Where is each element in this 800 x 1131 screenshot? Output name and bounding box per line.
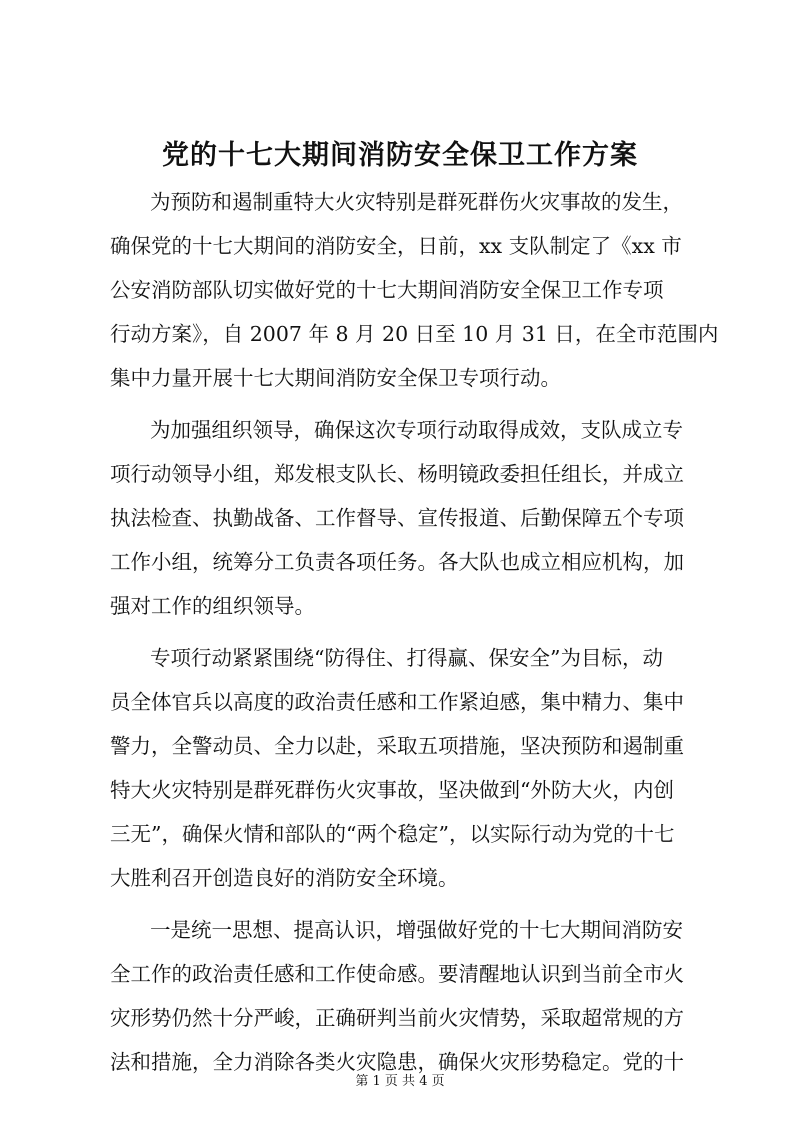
paragraph-line: 灾形势仍然十分严峻，正确研判当前火灾情势，采取超常规的方: [110, 1006, 684, 1030]
paragraph-line: 员全体官兵以高度的政治责任感和工作紧迫感，集中精力、集中: [110, 690, 684, 714]
paragraph-line: 行动方案》，自 2007 年 8 月 20 日至 10 月 31 日，在全市范围内: [110, 322, 719, 346]
paragraph-2: [110, 408, 700, 628]
paragraph-line: 大胜利召开创造良好的消防安全环境。: [110, 866, 459, 890]
paragraph-line: 专项行动紧紧围绕“防得住、打得赢、保安全”为目标，动: [150, 646, 663, 670]
paragraph-line: 为预防和遏制重特大火灾特别是群死群伤火灾事故的发生，: [150, 190, 683, 214]
paragraph-line: 执法检查、执勤战备、工作督导、宣传报道、后勤保障五个专项: [110, 506, 684, 530]
paragraph-4: [110, 908, 700, 1084]
document-title: 党的十七大期间消防安全保卫工作方案: [162, 140, 638, 171]
paragraph-line: 工作小组，统筹分工负责各项任务。各大队也成立相应机构，加: [110, 550, 684, 574]
paragraph-1: [110, 180, 719, 400]
document-body: [110, 180, 719, 1092]
paragraph-line: 为加强组织领导，确保这次专项行动取得成效，支队成立专: [150, 418, 683, 442]
paragraph-line: 法和措施，全力消除各类火灾隐患，确保火灾形势稳定。党的十: [110, 1050, 684, 1074]
paragraph-line: 项行动领导小组，郑发根支队长、杨明镜政委担任组长，并成立: [110, 462, 684, 486]
page-footer: 第 1 页 共 4 页: [355, 1074, 445, 1089]
paragraph-3: [110, 636, 700, 900]
paragraph-line: 集中力量开展十七大期间消防安全保卫专项行动。: [110, 366, 561, 390]
paragraph-line: 公安消防部队切实做好党的十七大期间消防安全保卫工作专项: [110, 278, 664, 302]
paragraph-line: 特大火灾特别是群死群伤火灾事故，坚决做到“外防大火，内创: [110, 778, 674, 802]
paragraph-line: 警力，全警动员、全力以赴，采取五项措施，坚决预防和遏制重: [110, 734, 684, 758]
paragraph-line: 确保党的十七大期间的消防安全，日前，xx 支队制定了《xx 市: [110, 234, 682, 258]
paragraph-line: 全工作的政治责任感和工作使命感。要清醒地认识到当前全市火: [110, 962, 684, 986]
paragraph-line: 一是统一思想、提高认识，增强做好党的十七大期间消防安: [150, 918, 683, 942]
paragraph-line: 三无”，确保火情和部队的“两个稳定”，以实际行动为党的十七: [110, 822, 675, 846]
paragraph-line: 强对工作的组织领导。: [110, 594, 315, 618]
